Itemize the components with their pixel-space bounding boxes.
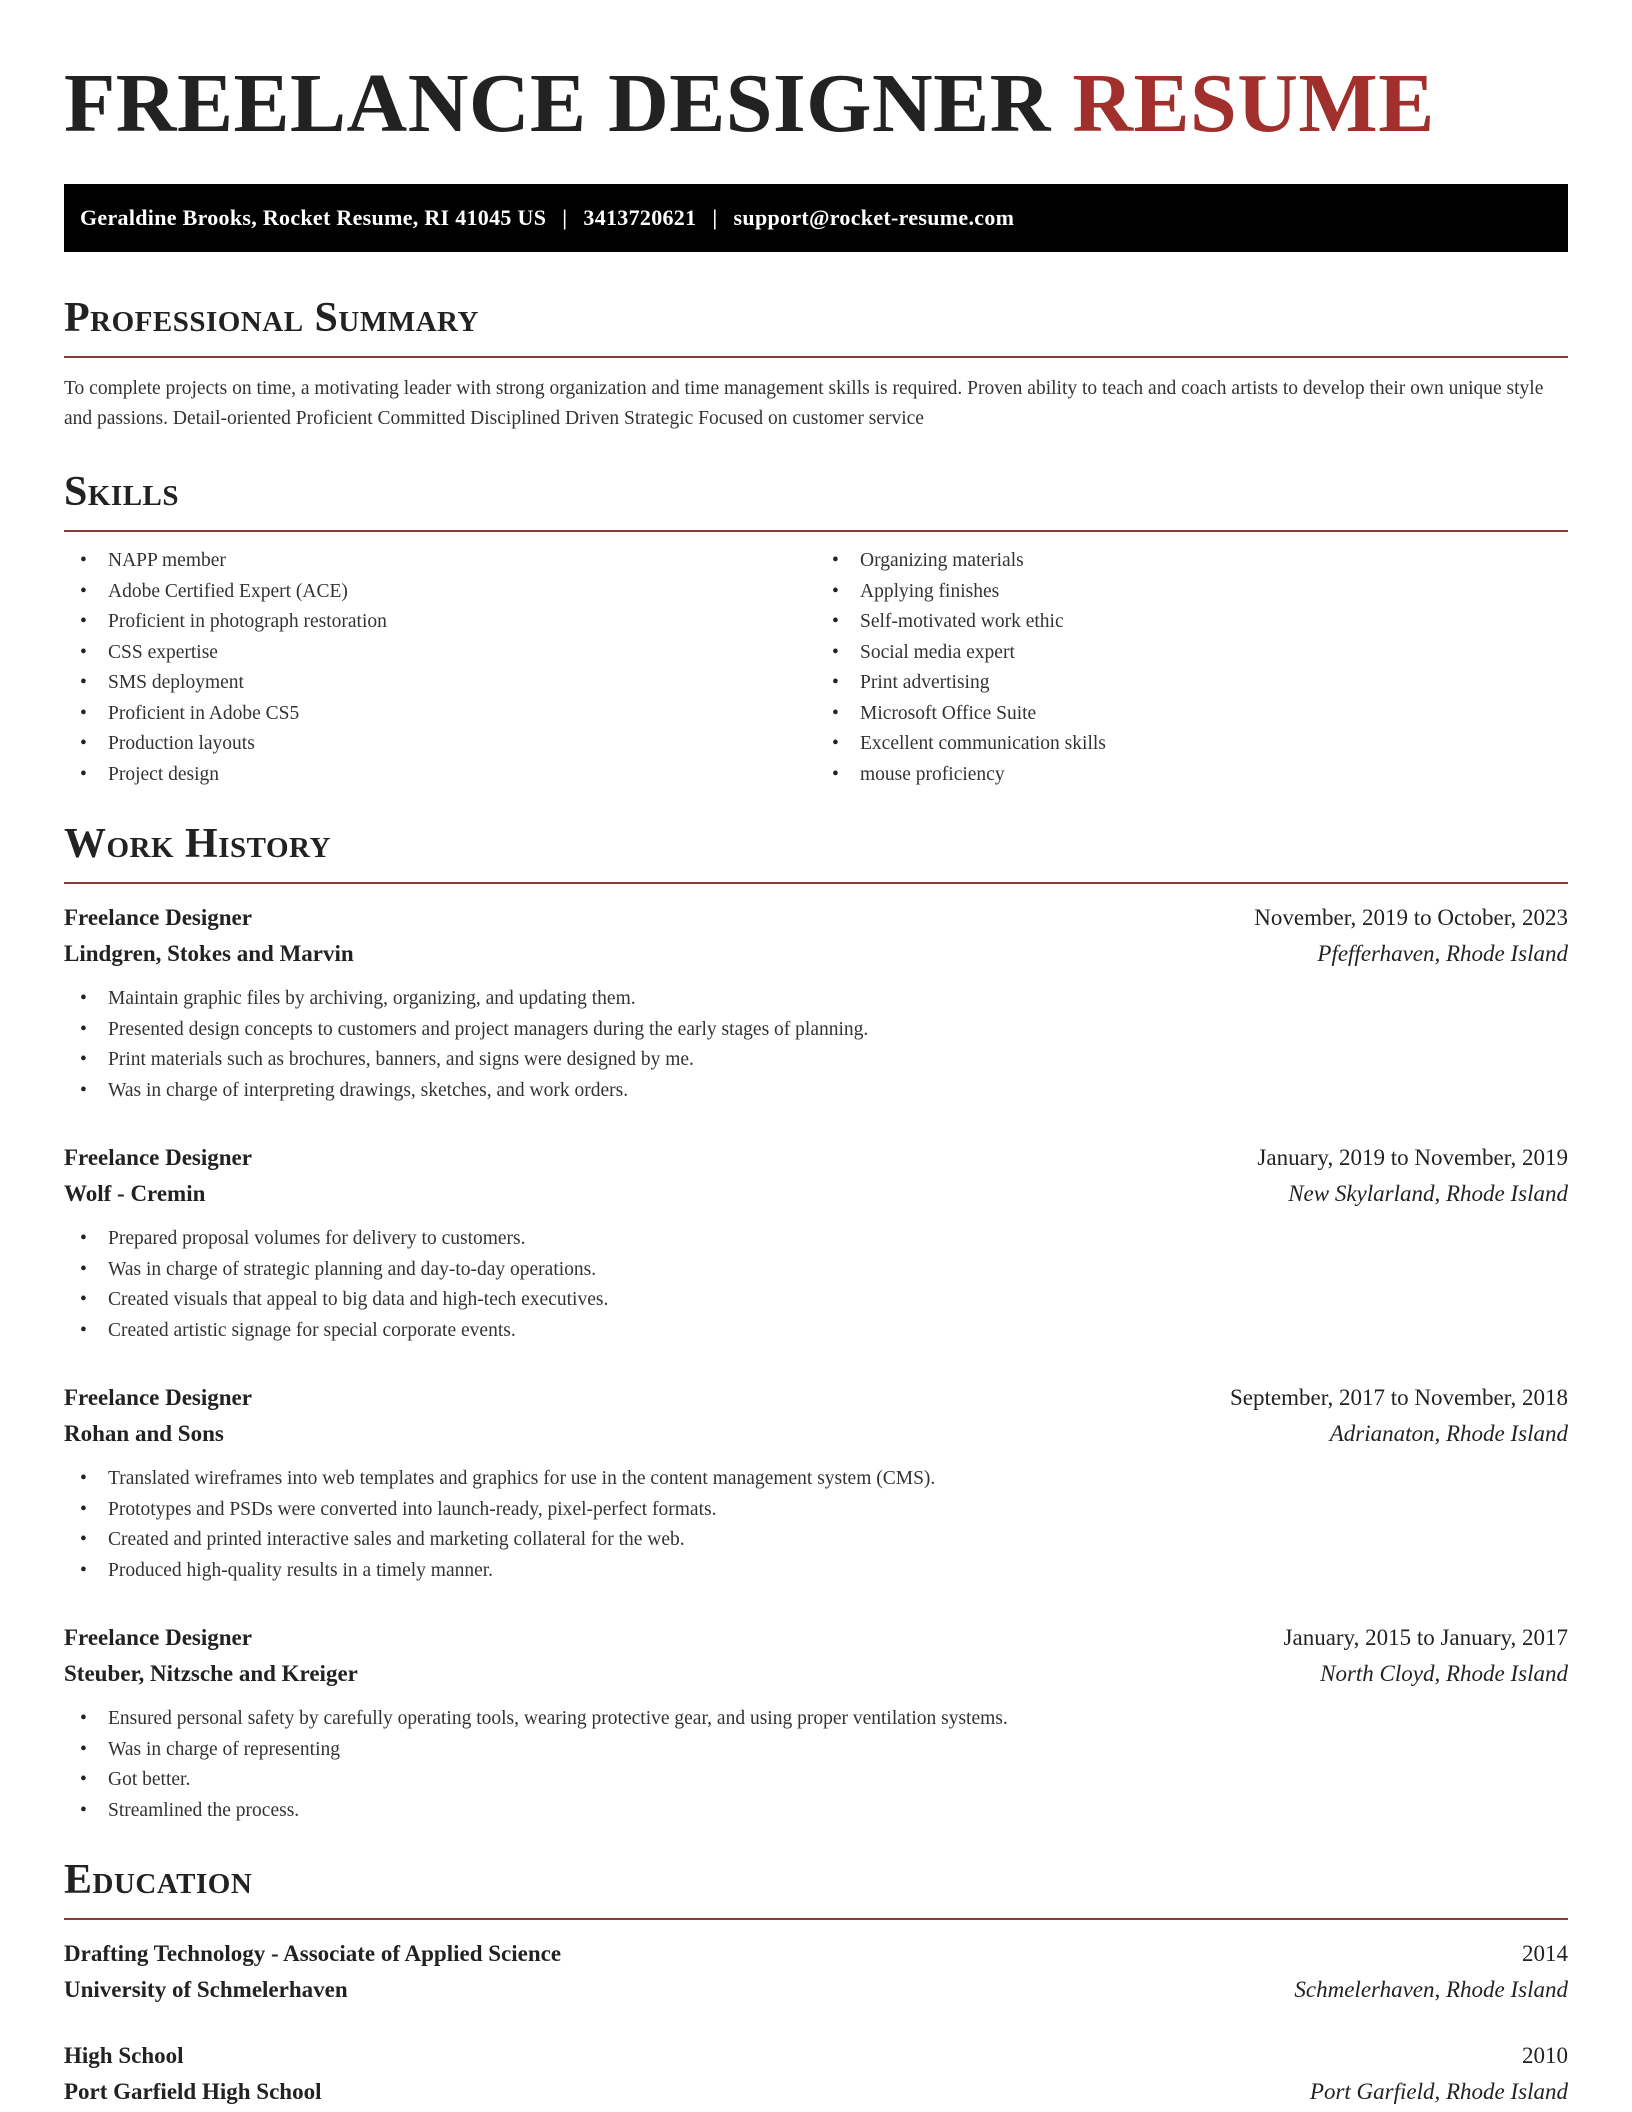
job-bullets bbox=[64, 1464, 1568, 1586]
skill-item: • mouse proficiency bbox=[816, 760, 1568, 791]
job-entry bbox=[64, 1140, 1568, 1346]
job-dates: January, 2019 to November, 2019 bbox=[1257, 1145, 1568, 1170]
job-entry bbox=[64, 1380, 1568, 1586]
job-bullet: • Was in charge of interpreting drawings, sketches, and work orders. bbox=[64, 1076, 1568, 1107]
job-bullet: • Created artistic signage for special corporate events. bbox=[64, 1316, 1568, 1347]
contact-phone: 3413720621 bbox=[583, 205, 697, 230]
contact-bar bbox=[64, 184, 1568, 252]
skills-list-right bbox=[816, 546, 1568, 790]
job-bullets bbox=[64, 1224, 1568, 1346]
education-year: 2010 bbox=[1522, 2043, 1568, 2068]
job-title: Freelance Designer bbox=[64, 1145, 252, 1170]
skill-item: • Production layouts bbox=[64, 729, 816, 760]
job-bullet: • Translated wireframes into web templates and graphics for use in the content management system (CMS). bbox=[64, 1464, 1568, 1495]
skill-item: • NAPP member bbox=[64, 546, 816, 577]
skills-list-left bbox=[64, 546, 816, 790]
job-bullet: • Ensured personal safety by carefully operating tools, wearing protective gear, and using proper ventilation systems. bbox=[64, 1704, 1568, 1735]
education-degree: Drafting Technology - Associate of Applied Science bbox=[64, 1941, 562, 1966]
skills-columns bbox=[64, 546, 1568, 790]
skill-item: • Social media expert bbox=[816, 638, 1568, 669]
job-bullet: • Produced high-quality results in a timely manner. bbox=[64, 1556, 1568, 1587]
education-school: University of Schmelerhaven bbox=[64, 1977, 348, 2002]
skill-item: • CSS expertise bbox=[64, 638, 816, 669]
job-bullet: • Print materials such as brochures, banners, and signs were designed by me. bbox=[64, 1045, 1568, 1076]
resume-title bbox=[64, 0, 1568, 152]
job-bullet: • Created visuals that appeal to big data and high-tech executives. bbox=[64, 1285, 1568, 1316]
job-bullets bbox=[64, 1704, 1568, 1826]
education-location: Schmelerhaven, Rhode Island bbox=[1294, 1977, 1568, 2002]
skill-item: • Proficient in photograph restoration bbox=[64, 607, 816, 638]
section-divider bbox=[64, 882, 1568, 884]
summary-section bbox=[64, 290, 1568, 434]
education-section bbox=[64, 1852, 1568, 2110]
job-title: Freelance Designer bbox=[64, 1385, 252, 1410]
job-bullet: • Got better. bbox=[64, 1765, 1568, 1796]
contact-email: support@rocket-resume.com bbox=[733, 205, 1015, 230]
section-divider bbox=[64, 530, 1568, 532]
job-bullet: • Prepared proposal volumes for delivery to customers. bbox=[64, 1224, 1568, 1255]
section-heading: Work History bbox=[64, 821, 331, 867]
section-heading: Education bbox=[64, 1857, 253, 1903]
job-bullet: • Maintain graphic files by archiving, organizing, and updating them. bbox=[64, 984, 1568, 1015]
job-company: Steuber, Nitzsche and Kreiger bbox=[64, 1661, 358, 1686]
contact-address: Geraldine Brooks, Rocket Resume, RI 41045 US bbox=[80, 205, 547, 230]
work-history-section bbox=[64, 816, 1568, 1826]
skill-item: • Excellent communication skills bbox=[816, 729, 1568, 760]
job-entry bbox=[64, 1620, 1568, 1826]
job-title: Freelance Designer bbox=[64, 905, 252, 930]
job-entry bbox=[64, 900, 1568, 1106]
job-company: Lindgren, Stokes and Marvin bbox=[64, 941, 354, 966]
job-location: Adrianaton, Rhode Island bbox=[1329, 1421, 1568, 1446]
skill-item: • Proficient in Adobe CS5 bbox=[64, 699, 816, 730]
contact-separator: | bbox=[562, 205, 568, 230]
skill-item: • Self-motivated work ethic bbox=[816, 607, 1568, 638]
education-entry bbox=[64, 1936, 1568, 2008]
skills-section bbox=[64, 464, 1568, 790]
section-divider bbox=[64, 1918, 1568, 1920]
job-dates: September, 2017 to November, 2018 bbox=[1230, 1385, 1568, 1410]
section-divider bbox=[64, 356, 1568, 358]
job-dates: November, 2019 to October, 2023 bbox=[1254, 905, 1568, 930]
job-bullet: • Presented design concepts to customers and project managers during the early stages of planning. bbox=[64, 1015, 1568, 1046]
job-location: Pfefferhaven, Rhode Island bbox=[1317, 941, 1568, 966]
skill-item: • Adobe Certified Expert (ACE) bbox=[64, 577, 816, 608]
job-dates: January, 2015 to January, 2017 bbox=[1283, 1625, 1568, 1650]
section-heading: Skills bbox=[64, 469, 180, 515]
skill-item: • Microsoft Office Suite bbox=[816, 699, 1568, 730]
education-degree: High School bbox=[64, 2043, 184, 2068]
education-entry bbox=[64, 2038, 1568, 2110]
skill-item: • Print advertising bbox=[816, 668, 1568, 699]
job-location: North Cloyd, Rhode Island bbox=[1320, 1661, 1568, 1686]
title-main: FREELANCE DESIGNER bbox=[64, 57, 1051, 150]
summary-text: To complete projects on time, a motivating leader with strong organization and time management skills is required. Proven ability to teach and coach artists to develop their own unique style and passions. Detail-oriented Proficient Committed Disciplined Driven Strategic Focused on customer service bbox=[64, 378, 1544, 429]
skill-item: • Applying finishes bbox=[816, 577, 1568, 608]
education-year: 2014 bbox=[1522, 1941, 1568, 1966]
job-bullets bbox=[64, 984, 1568, 1106]
job-company: Wolf - Cremin bbox=[64, 1181, 206, 1206]
job-title: Freelance Designer bbox=[64, 1625, 252, 1650]
job-bullet: • Was in charge of strategic planning and day-to-day operations. bbox=[64, 1255, 1568, 1286]
job-bullet: • Created and printed interactive sales and marketing collateral for the web. bbox=[64, 1525, 1568, 1556]
job-company: Rohan and Sons bbox=[64, 1421, 224, 1446]
skill-item: • Organizing materials bbox=[816, 546, 1568, 577]
section-heading: Professional Summary bbox=[64, 295, 479, 341]
title-accent: RESUME bbox=[1072, 57, 1435, 150]
contact-separator: | bbox=[712, 205, 718, 230]
job-bullet: • Streamlined the process. bbox=[64, 1796, 1568, 1827]
education-school: Port Garfield High School bbox=[64, 2079, 322, 2104]
skill-item: • SMS deployment bbox=[64, 668, 816, 699]
job-bullet: • Prototypes and PSDs were converted into launch-ready, pixel-perfect formats. bbox=[64, 1495, 1568, 1526]
job-bullet: • Was in charge of representing bbox=[64, 1735, 1568, 1766]
education-location: Port Garfield, Rhode Island bbox=[1309, 2079, 1568, 2104]
job-location: New Skylarland, Rhode Island bbox=[1288, 1181, 1568, 1206]
skill-item: • Project design bbox=[64, 760, 816, 791]
